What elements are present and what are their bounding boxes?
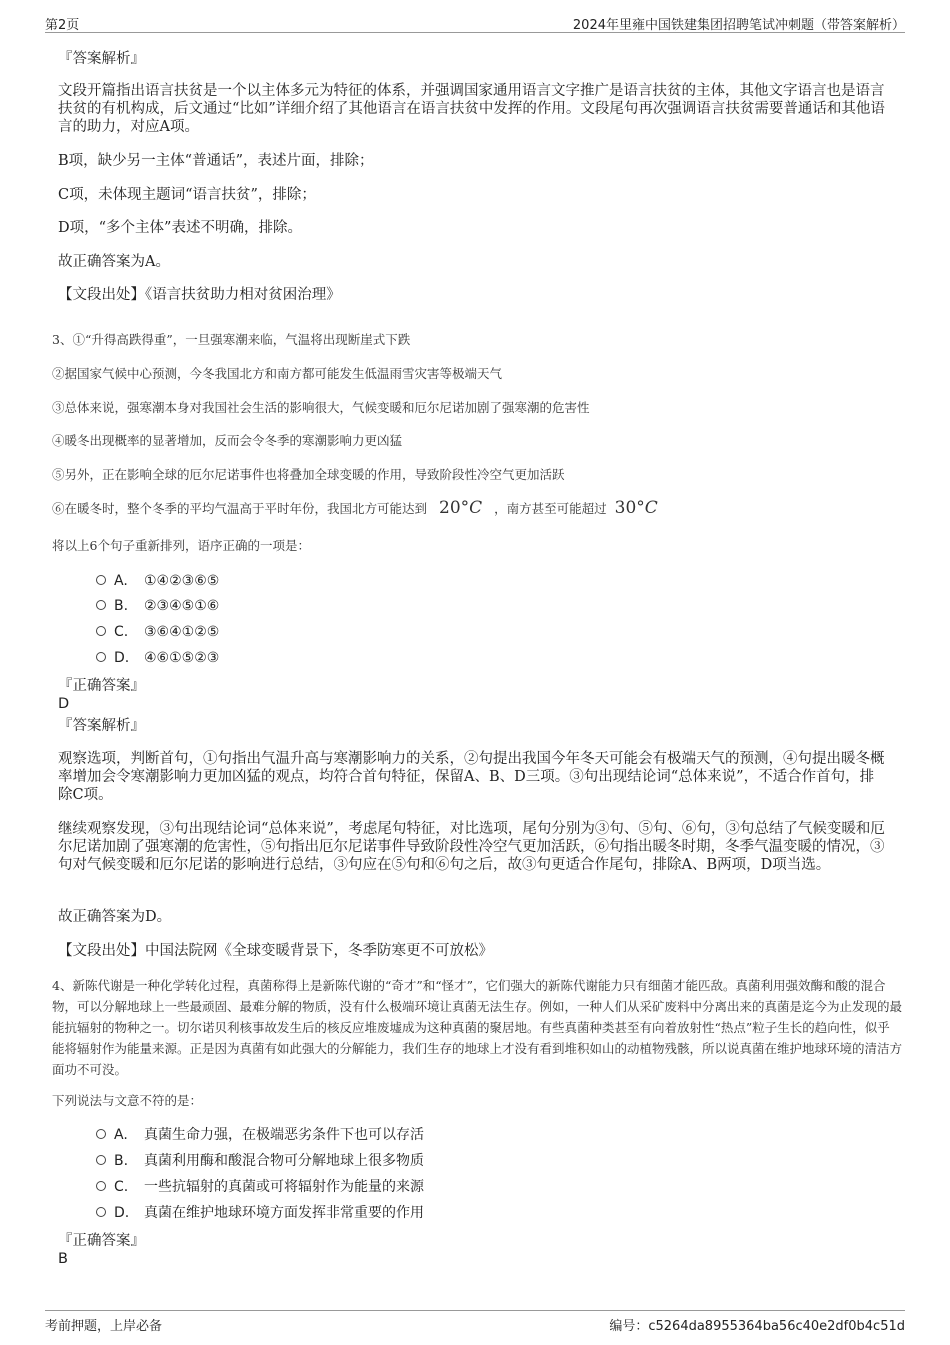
q4-option-c[interactable]: C. 一些抗辐射的真菌或可将辐射作为能量的来源 (96, 1178, 424, 1196)
q3-analysis-p2: 继续观察发现，③句出现结论词“总体来说”，考虑尾句特征，对比选项，尾句分别为③句、⑤句、⑥句，③句总结了气候变暖和厄尔尼诺加剧了强寒潮的危害性，⑤句指出厄尔尼诺事件导致阶段性冷空气更加活跃，⑥句指出暖冬时期，冬季气温变暖的情况，③句对气候变暖和厄尔尼诺的影响进行总结，③句应在⑤句和⑥句之后，故③句更适合作尾句，排除A、B两项，D项当选。 (58, 821, 885, 873)
radio-icon[interactable] (96, 1181, 106, 1191)
q2-analysis-p4: D项，“多个主体”表述不明确，排除。 (58, 220, 302, 236)
q4-correct-label: 『正确答案』 (58, 1233, 145, 1249)
q2-source: 【文段出处】《语言扶贫助力相对贫困治理》 (58, 287, 341, 303)
q3-sentence-3: ③总体来说，强寒潮本身对我国社会生活的影响很大，气候变暖和厄尔尼诺加剧了强寒潮的危害性 (52, 400, 590, 415)
page-header (45, 12, 905, 33)
radio-icon[interactable] (96, 626, 106, 636)
document-title: 2024年里雍中国铁建集团招聘笔试冲刺题（带答案解析） (572, 18, 905, 33)
q4-passage: 4、新陈代谢是一种化学转化过程，真菌称得上是新陈代谢的“奇才”和“怪才”，它们强大的新陈代谢能力只有细菌才能匹敌。真菌利用强效酶和酸的混合物，可以分解地球上一些最顽固、最难分解的物质，没有什么极端环境让真菌无法生存。例如，一种人们从采矿废料中分离出来的真菌是迄今为止发现的最能抗辐射的物种之一。切尔诺贝利核事故发生后的核反应堆废墟成为这种真菌的聚居地。有些真菌种类甚至有向着放射性“热点”粒子生长的趋向性，似乎能将辐射作为能量来源。正是因为真菌有如此强大的分解能力，我们生存的地球上才没有看到堆积如山的动植物残骸，所以说真菌在维护地球环境的清洁方面功不可没。 (52, 978, 903, 1077)
q3-option-a[interactable]: A. ①④②③⑥⑤ (96, 572, 219, 590)
q3-prompt: 将以上6个句子重新排列，语序正确的一项是： (52, 538, 310, 553)
q3-analysis-p1: 观察选项，判断首句，①句指出气温升高与寒潮影响力的关系，②句提出我国今年冬天可能会有极端天气的预测，④句提出暖冬概率增加会令寒潮影响力更加凶猛的观点，均符合首句特征，保留A、B、D三项。③句出现结论词“总体来说”，不适合作首句，排除C项。 (58, 751, 885, 803)
page-footer (45, 1310, 905, 1335)
q3-sentence-6-part-b: ，南方甚至可能超过 (494, 501, 607, 516)
radio-icon[interactable] (96, 1129, 106, 1139)
temperature-north: 20°C (439, 498, 483, 518)
radio-icon[interactable] (96, 1155, 106, 1165)
q4-option-b[interactable]: B. 真菌利用酶和酸混合物可分解地球上很多物质 (96, 1152, 424, 1170)
q3-analysis-label: 『答案解析』 (58, 718, 145, 734)
q3-option-c[interactable]: C. ③⑥④①②⑤ (96, 623, 219, 641)
q4-prompt: 下列说法与文意不符的是： (52, 1093, 203, 1108)
q3-correct-label: 『正确答案』 (58, 678, 145, 694)
q3-sentence-1: 3、①“升得高跌得重”，一旦强寒潮来临，气温将出现断崖式下跌 (52, 332, 411, 347)
radio-icon[interactable] (96, 575, 106, 585)
radio-icon[interactable] (96, 652, 106, 662)
q2-analysis-p3: C项，未体现主题词“语言扶贫”，排除； (58, 187, 316, 203)
q3-sentence-5: ⑤另外，正在影响全球的厄尔尼诺事件也将叠加全球变暖的作用，导致阶段性冷空气更加活跃 (52, 467, 565, 482)
q2-analysis-p2: B项，缺少另一主体“普通话”，表述片面，排除； (58, 153, 374, 169)
q3-source: 【文段出处】中国法院网《全球变暖背景下，冬季防寒更不可放松》 (58, 943, 493, 959)
radio-icon[interactable] (96, 1207, 106, 1217)
q2-analysis-p1: 文段开篇指出语言扶贫是一个以主体多元为特征的体系，并强调国家通用语言文字推广是语言扶贫的主体，其他文字语言也是语言扶贫的有机构成，后文通过“比如”详细介绍了其他语言在语言扶贫中发挥的作用。文段尾句再次强调语言扶贫需要普通话和其他语言的助力，对应A项。 (58, 83, 885, 135)
q2-analysis-p5: 故正确答案为A。 (58, 254, 170, 270)
q3-option-b[interactable]: B. ②③④⑤①⑥ (96, 597, 219, 615)
q3-analysis-p3: 故正确答案为D。 (58, 909, 172, 925)
temperature-south: 30°C (614, 498, 658, 518)
q3-sentence-2: ②据国家气候中心预测，今冬我国北方和南方都可能发生低温雨雪灾害等极端天气 (52, 366, 503, 381)
page-number: 第2页 (45, 18, 80, 33)
q3-sentence-6 (52, 498, 902, 519)
document-serial: 编号：c5264da8955364ba56c40e2df0b4c51d (609, 1319, 905, 1334)
q3-sentence-6-part-a: ⑥在暖冬时，整个冬季的平均气温高于平时年份，我国北方可能达到 (52, 501, 428, 516)
q3-option-d[interactable]: D. ④⑥①⑤②③ (96, 649, 219, 667)
q4-option-d[interactable]: D. 真菌在维护地球环境方面发挥非常重要的作用 (96, 1204, 424, 1222)
q2-analysis-label: 『答案解析』 (58, 51, 145, 67)
q4-correct-answer: B (58, 1251, 68, 1267)
q4-option-a[interactable]: A. 真菌生命力强，在极端恶劣条件下也可以存活 (96, 1126, 424, 1144)
q3-correct-answer: D (58, 696, 70, 712)
q3-sentence-4: ④暖冬出现概率的显著增加，反而会令冬季的寒潮影响力更凶猛 (52, 433, 403, 448)
radio-icon[interactable] (96, 600, 106, 610)
footer-slogan: 考前押题，上岸必备 (45, 1319, 163, 1334)
